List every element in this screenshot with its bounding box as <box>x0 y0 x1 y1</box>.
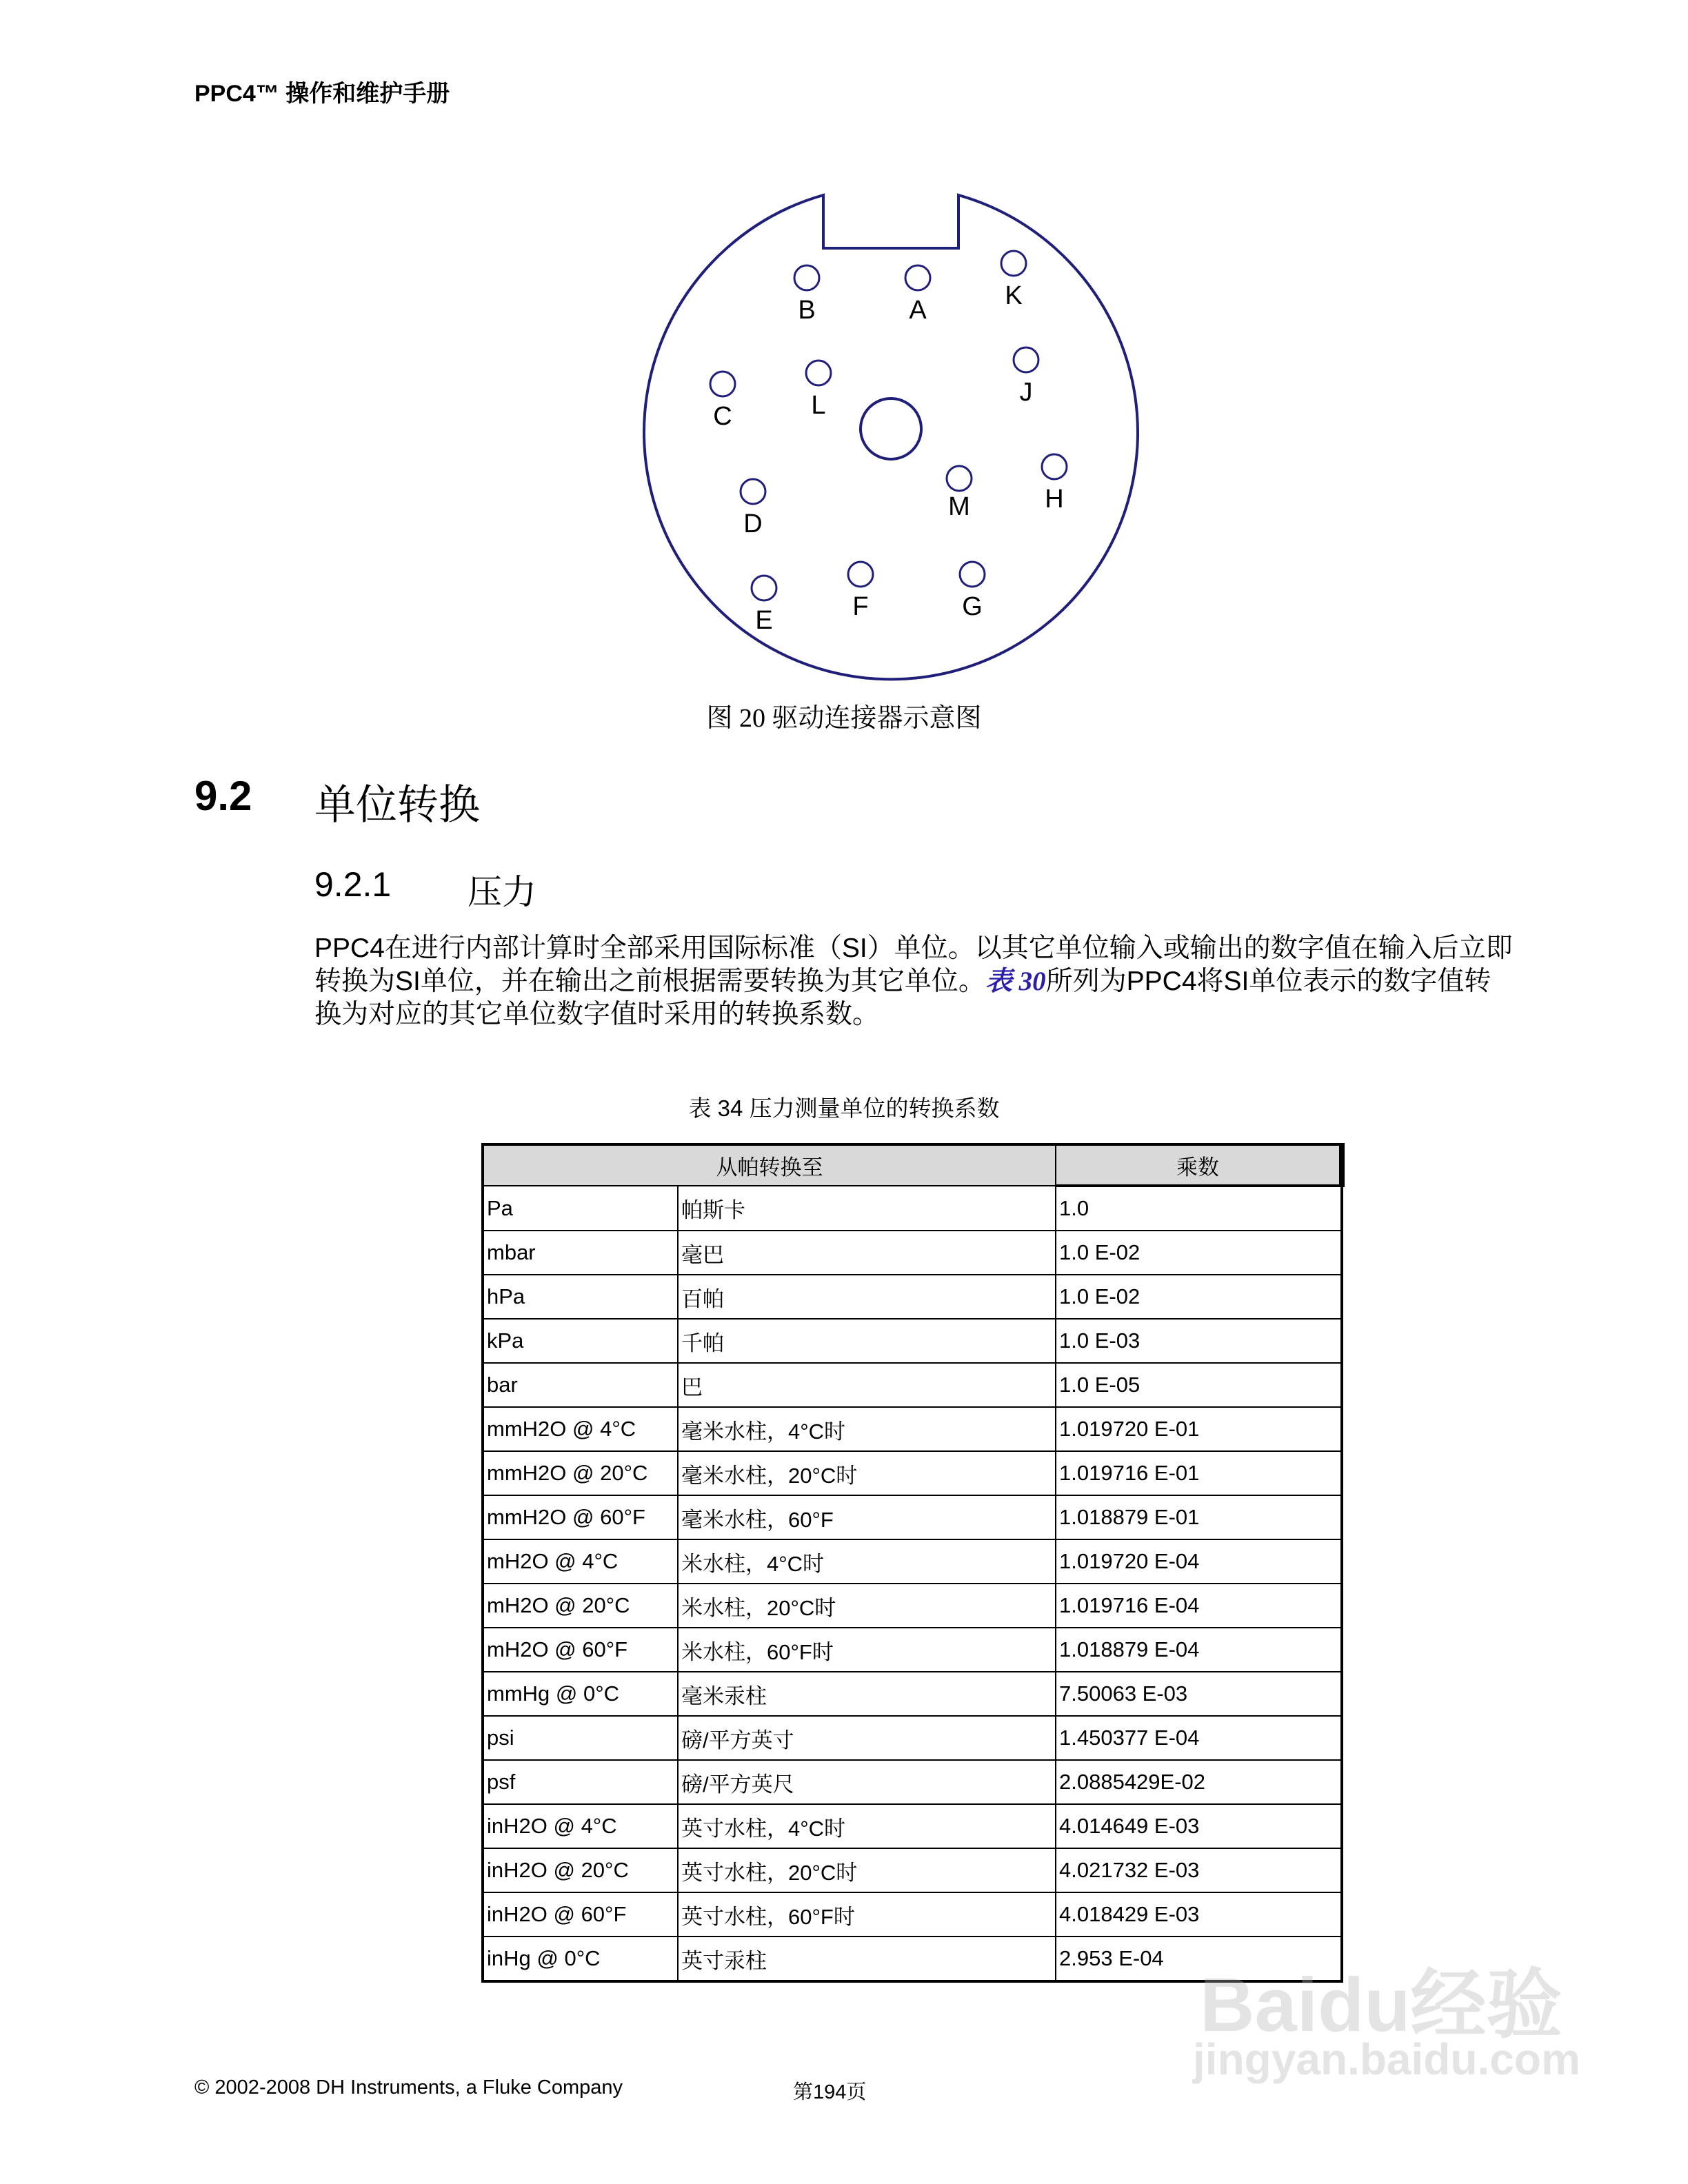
unit-cell: mH2O @ 20°C <box>483 1584 678 1628</box>
factor-cell: 1.0 E-02 <box>1056 1275 1342 1319</box>
unit-name-cell: 磅/平方英寸 <box>678 1716 1056 1760</box>
pin-label: C <box>713 402 732 431</box>
pin-label: G <box>962 592 983 621</box>
unit-name-cell: 米水柱，20°C时 <box>678 1584 1056 1628</box>
unit-cell: kPa <box>483 1319 678 1363</box>
center-pin <box>861 398 921 459</box>
pin-label: H <box>1045 485 1064 514</box>
pin-label: M <box>948 492 970 521</box>
unit-name-cell: 英寸汞柱 <box>678 1937 1056 1981</box>
pin-L <box>806 361 831 420</box>
unit-name-cell: 英寸水柱，4°C时 <box>678 1804 1056 1848</box>
pin-F <box>848 562 873 621</box>
unit-name-cell: 百帕 <box>678 1275 1056 1319</box>
table-row <box>483 1539 1342 1584</box>
connector-diagram <box>0 0 1688 689</box>
paragraph-text: PPC4在进行内部计算时全部采用国际标准（SI）单位。以其它单位输入或输出的数字值在输入后立即转换为SI单位，并在输出之前根据需要转换为其它单位。 <box>314 933 1513 996</box>
paragraph-text: 所列为PPC4将SI单位表示的数字值转换为对应的其它单位数字值时采用的转换系数。 <box>314 967 1491 1029</box>
subsection-title: 压力 <box>468 873 536 911</box>
pin-G <box>960 562 985 621</box>
table-row <box>483 1672 1342 1716</box>
footer-copyright: © 2002-2008 DH Instruments, a Fluke Company <box>194 2076 623 2099</box>
table-row <box>483 1628 1342 1672</box>
pin-M <box>947 466 972 521</box>
unit-name-cell: 英寸水柱，60°F时 <box>678 1892 1056 1937</box>
factor-cell: 1.0 <box>1056 1186 1342 1231</box>
factor-cell: 1.018879 E-04 <box>1056 1628 1342 1672</box>
conversion-table <box>481 1143 1345 1983</box>
figure-caption: 图 20 驱动连接器示意图 <box>706 704 982 733</box>
table-row <box>483 1363 1342 1407</box>
unit-name-cell: 千帕 <box>678 1319 1056 1363</box>
factor-cell: 1.019720 E-01 <box>1056 1407 1342 1451</box>
unit-name-cell: 巴 <box>678 1363 1056 1407</box>
header-from-pa: 从帕转换至 <box>483 1144 1056 1186</box>
unit-cell: psf <box>483 1760 678 1804</box>
table-row <box>483 1584 1342 1628</box>
factor-cell: 1.0 E-05 <box>1056 1363 1342 1407</box>
connector-outline <box>644 195 1138 679</box>
factor-cell: 1.019716 E-01 <box>1056 1451 1342 1495</box>
factor-cell: 2.953 E-04 <box>1056 1937 1342 1981</box>
table-row <box>483 1495 1342 1539</box>
pin-label: E <box>755 606 773 635</box>
pin-C <box>710 372 735 431</box>
table-row <box>483 1186 1342 1231</box>
pin-K <box>1001 251 1026 310</box>
table-caption: 表 34 压力测量单位的转换系数 <box>688 1095 1000 1121</box>
pin-E <box>752 576 776 635</box>
pin-label: B <box>798 296 816 325</box>
table-row <box>483 1231 1342 1275</box>
factor-cell: 1.450377 E-04 <box>1056 1716 1342 1760</box>
conversion-table-wrapper <box>481 1143 1345 1983</box>
table-row <box>483 1407 1342 1451</box>
unit-cell: psi <box>483 1716 678 1760</box>
pin-J <box>1014 347 1038 407</box>
page-header: PPC4™ 操作和维护手册 <box>194 81 450 107</box>
unit-name-cell: 毫巴 <box>678 1231 1056 1275</box>
unit-cell: mbar <box>483 1231 678 1275</box>
pin-H <box>1042 454 1067 514</box>
table-row <box>483 1716 1342 1760</box>
watermark <box>1172 1896 1586 2103</box>
unit-cell: hPa <box>483 1275 678 1319</box>
factor-cell: 1.0 E-03 <box>1056 1319 1342 1363</box>
factor-cell: 1.018879 E-01 <box>1056 1495 1342 1539</box>
factor-cell: 1.0 E-02 <box>1056 1231 1342 1275</box>
table-reference-link[interactable]: 表 30 <box>985 967 1046 996</box>
watermark-brand: Baidu经验 <box>1200 1963 1563 2048</box>
table-row <box>483 1760 1342 1804</box>
pin-D <box>741 479 765 538</box>
unit-cell: mmHg @ 0°C <box>483 1672 678 1716</box>
unit-name-cell: 磅/平方英尺 <box>678 1760 1056 1804</box>
pin-label: D <box>743 509 763 538</box>
unit-cell: inH2O @ 4°C <box>483 1804 678 1848</box>
header-multiplier: 乘数 <box>1056 1144 1342 1186</box>
factor-cell: 1.019716 E-04 <box>1056 1584 1342 1628</box>
table-header-row <box>483 1144 1342 1186</box>
factor-cell: 1.019720 E-04 <box>1056 1539 1342 1584</box>
pin-label: J <box>1019 378 1033 407</box>
pin-label: F <box>852 592 869 621</box>
factor-cell: 4.014649 E-03 <box>1056 1804 1342 1848</box>
unit-name-cell: 毫米水柱，4°C时 <box>678 1407 1056 1451</box>
section-number: 9.2 <box>194 773 252 819</box>
unit-cell: inH2O @ 20°C <box>483 1848 678 1892</box>
unit-cell: mH2O @ 60°F <box>483 1628 678 1672</box>
unit-name-cell: 米水柱，60°F时 <box>678 1628 1056 1672</box>
factor-cell: 2.0885429E-02 <box>1056 1760 1342 1804</box>
watermark-url: jingyan.baidu.com <box>1193 2034 1580 2084</box>
unit-cell: mmH2O @ 4°C <box>483 1407 678 1451</box>
table-row <box>483 1319 1342 1363</box>
footer-page-number: 第194页 <box>793 2081 867 2103</box>
factor-cell: 4.018429 E-03 <box>1056 1892 1342 1937</box>
unit-name-cell: 毫米水柱，20°C时 <box>678 1451 1056 1495</box>
unit-cell: inHg @ 0°C <box>483 1937 678 1981</box>
unit-name-cell: 毫米水柱，60°F <box>678 1495 1056 1539</box>
pin-label: K <box>1005 281 1023 310</box>
section-title: 单位转换 <box>314 782 480 828</box>
table-row <box>483 1804 1342 1848</box>
unit-name-cell: 毫米汞柱 <box>678 1672 1056 1716</box>
table-row <box>483 1848 1342 1892</box>
unit-cell: inH2O @ 60°F <box>483 1892 678 1937</box>
unit-name-cell: 米水柱，4°C时 <box>678 1539 1056 1584</box>
table-row <box>483 1275 1342 1319</box>
unit-name-cell: 英寸水柱，20°C时 <box>678 1848 1056 1892</box>
unit-cell: mmH2O @ 20°C <box>483 1451 678 1495</box>
unit-cell: Pa <box>483 1186 678 1231</box>
unit-cell: bar <box>483 1363 678 1407</box>
factor-cell: 4.021732 E-03 <box>1056 1848 1342 1892</box>
table-row <box>483 1451 1342 1495</box>
unit-cell: mmH2O @ 60°F <box>483 1495 678 1539</box>
subsection-number: 9.2.1 <box>314 865 392 904</box>
factor-cell: 7.50063 E-03 <box>1056 1672 1342 1716</box>
unit-name-cell: 帕斯卡 <box>678 1186 1056 1231</box>
pin-label: L <box>811 391 826 420</box>
pin-label: A <box>909 296 927 325</box>
pin-B <box>794 265 819 325</box>
pin-A <box>905 265 930 325</box>
body-paragraph <box>314 932 1514 1031</box>
unit-cell: mH2O @ 4°C <box>483 1539 678 1584</box>
